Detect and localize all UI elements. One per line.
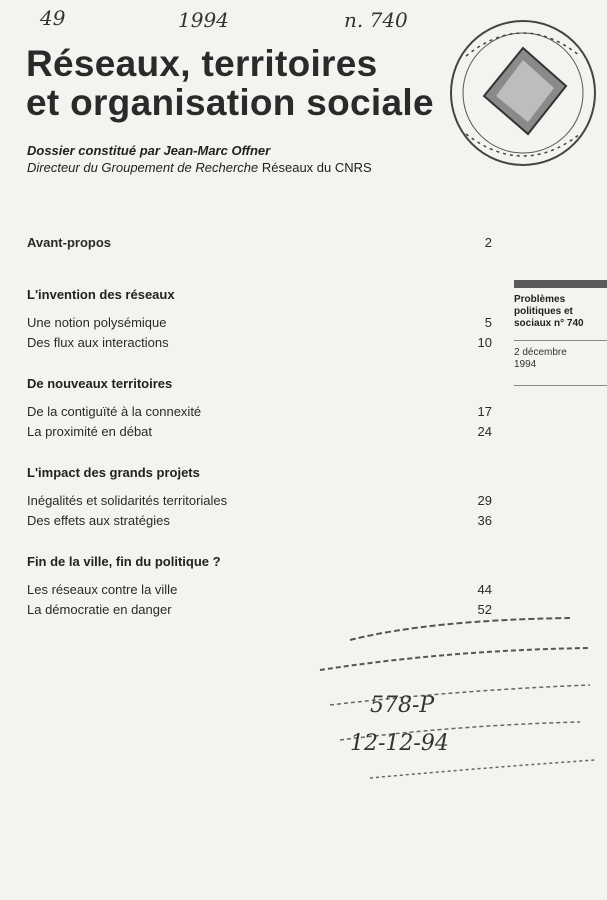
accession-number: 578-P <box>370 693 435 718</box>
publication-date <box>514 347 607 371</box>
accession-date: 12-12-94 <box>350 731 449 756</box>
toc-page: 52 <box>477 602 492 617</box>
publication-title: Problèmes politiques et sociaux n° 740 <box>514 294 584 329</box>
byline: Dossier constitué par Jean-Marc Offner <box>27 143 271 158</box>
divider <box>514 340 607 341</box>
toc-page: 2 <box>484 235 492 250</box>
toc-page: 24 <box>477 424 492 439</box>
toc-page: 44 <box>477 582 492 597</box>
toc-entry <box>27 335 492 350</box>
sidebar-bar <box>514 280 607 288</box>
divider <box>514 385 607 386</box>
toc-label: La démocratie en danger <box>27 602 172 617</box>
toc-entry <box>27 315 492 330</box>
toc-page: 10 <box>477 335 492 350</box>
handwritten-number: 49 <box>40 6 66 30</box>
date-line-2: 1994 <box>514 359 537 370</box>
toc-avant-propos <box>27 235 492 250</box>
toc-label: De la contiguïté à la connexité <box>27 404 202 419</box>
toc-section-title: L'impact des grands projets <box>27 465 200 480</box>
page-title <box>26 44 434 122</box>
toc-label: Une notion polysémique <box>27 315 167 330</box>
handwritten-issue: n. 740 <box>344 8 408 32</box>
toc-label: Inégalités et solidarités territoriales <box>27 493 228 508</box>
toc-page: 29 <box>477 493 492 508</box>
toc-entry <box>27 493 492 508</box>
toc-page: 17 <box>477 404 492 419</box>
toc-section-title: Fin de la ville, fin du politique ? <box>27 554 221 569</box>
toc-label: Des flux aux interactions <box>27 335 169 350</box>
toc-entry <box>27 513 492 528</box>
toc-section-title: L'invention des réseaux <box>27 287 175 302</box>
toc-entry <box>27 582 492 597</box>
toc-section-title: De nouveaux territoires <box>27 376 173 391</box>
handwritten-year: 1994 <box>178 8 229 32</box>
affiliation-normal: Réseaux du CNRS <box>261 160 372 175</box>
library-seal-stamp <box>446 16 600 170</box>
toc-entry <box>27 424 492 439</box>
toc-label: Des effets aux stratégies <box>27 513 170 528</box>
toc-label: Avant-propos <box>27 235 112 250</box>
toc-label: Les réseaux contre la ville <box>27 582 178 597</box>
toc-page: 36 <box>477 513 492 528</box>
publication-sidebar <box>514 280 607 386</box>
date-line-1: 2 décembre <box>514 347 567 358</box>
accession-stamp <box>310 600 600 785</box>
toc-label: La proximité en débat <box>27 424 153 439</box>
toc-page: 5 <box>484 315 492 330</box>
affiliation <box>27 160 372 175</box>
affiliation-italic: Directeur du Groupement de Recherche <box>27 160 259 175</box>
toc-entry <box>27 404 492 419</box>
title-line-1: Réseaux, territoires <box>26 43 378 84</box>
title-line-2: et organisation sociale <box>26 82 434 123</box>
